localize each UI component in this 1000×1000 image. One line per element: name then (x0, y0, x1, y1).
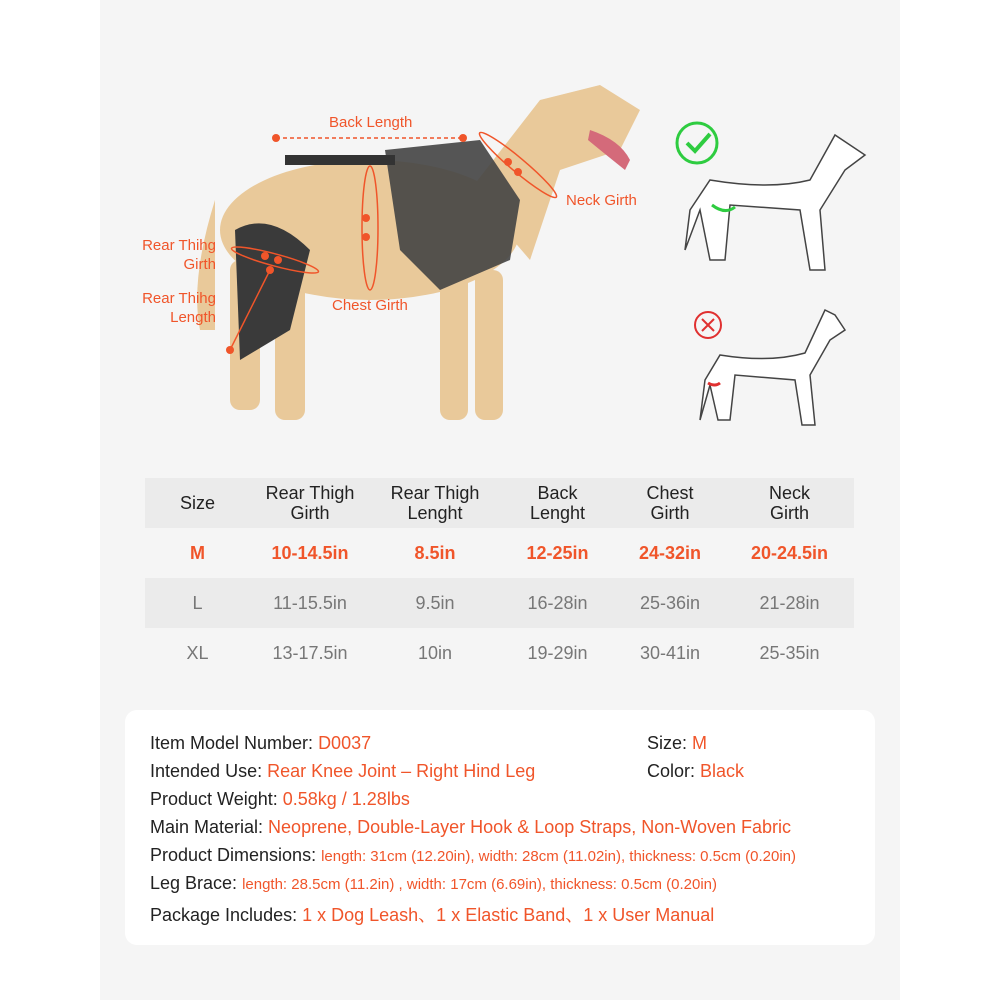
table-header (145, 478, 854, 528)
info-size (647, 733, 707, 754)
table-cell: 16-28in (527, 593, 588, 613)
table-cell: 19-29in (527, 643, 588, 663)
rear-thigh-girth-label (120, 236, 216, 274)
table-cell: 21-28in (759, 593, 820, 613)
table-cell: 9.5in (415, 593, 455, 613)
info-dimensions (150, 845, 796, 866)
info-label: Size: (647, 733, 693, 753)
header-text: Girth (769, 503, 809, 523)
info-value: 0.58kg / 1.28lbs (282, 789, 410, 809)
rear-thigh-length-label (120, 289, 216, 327)
table-row-xl (145, 628, 854, 678)
header-text: Rear Thigh (265, 483, 355, 503)
info-value: 1 x Dog Leash、1 x Elastic Band、1 x User Manual (302, 905, 715, 925)
product-info-card (125, 710, 875, 945)
table-cell: M (190, 543, 205, 563)
header-rear-thigh-length (370, 483, 500, 523)
table-row-m (145, 528, 854, 578)
info-intended-use (150, 761, 535, 782)
chest-girth-label: Chest Girth (332, 297, 408, 314)
table-cell: 10-14.5in (271, 543, 349, 563)
header-text: Girth (650, 503, 690, 523)
header-text: Lenght (407, 503, 463, 523)
info-label: Leg Brace: (150, 873, 243, 893)
info-label: Main Material: (150, 817, 269, 837)
info-value: Black (700, 761, 745, 781)
back-length-label: Back Length (329, 114, 413, 131)
table-cell: 20-24.5in (750, 543, 829, 563)
info-label: Item Model Number: (150, 733, 319, 753)
info-label: Product Weight: (150, 789, 283, 809)
info-label: Package Includes: (150, 905, 303, 925)
size-table (145, 478, 854, 678)
table-cell: 11-15.5in (273, 593, 347, 613)
table-cell: 10in (417, 643, 453, 663)
header-text: Girth (290, 503, 330, 523)
info-leg-brace (150, 873, 717, 894)
table-cell: 8.5in (414, 543, 456, 563)
label-line: Length (170, 309, 216, 326)
info-value: length: 31cm (12.20in), width: 28cm (11.02in), thickness: 0.5cm (0.20in) (321, 848, 797, 865)
table-cell: 13-17.5in (272, 643, 348, 663)
header-text: Chest (646, 483, 694, 503)
table-cell: 12-25in (526, 543, 589, 563)
table-cell: 30-41in (639, 643, 701, 663)
info-value: M (692, 733, 708, 753)
neck-girth-label: Neck Girth (566, 192, 637, 209)
info-model-number (150, 733, 371, 754)
table-cell: 25-36in (639, 593, 701, 613)
info-weight (150, 789, 410, 810)
header-text: Back (537, 483, 578, 503)
header-size (145, 493, 250, 513)
info-label: Color: (647, 761, 701, 781)
info-color (647, 761, 744, 782)
header-chest-girth (615, 483, 725, 523)
wrong-fit-diagram (680, 295, 860, 435)
info-value: length: 28.5cm (11.2in) , width: 17cm (6.69in), thickness: 0.5cm (0.20in) (242, 876, 718, 893)
correct-fit-diagram (670, 110, 880, 285)
table-cell: L (192, 593, 203, 613)
header-text: Rear Thigh (390, 483, 480, 503)
info-label: Intended Use: (150, 761, 268, 781)
table-cell: XL (186, 643, 209, 663)
header-text: Size (179, 493, 215, 513)
check-circle-icon (677, 123, 717, 163)
info-material (150, 817, 791, 838)
info-label: Product Dimensions: (150, 845, 322, 865)
x-circle-icon (695, 312, 721, 338)
header-neck-girth (725, 483, 854, 523)
header-back-length (500, 483, 615, 523)
table-cell: 25-35in (759, 643, 820, 663)
header-text: Neck (768, 483, 810, 503)
label-line: Rear Thihg (142, 290, 216, 307)
info-value: Neoprene, Double-Layer Hook & Loop Straps, Non-Woven Fabric (268, 817, 791, 837)
table-row-l (145, 578, 854, 628)
label-line: Rear Thihg (142, 237, 216, 254)
header-rear-thigh-girth (250, 483, 370, 523)
info-value: D0037 (318, 733, 372, 753)
info-value: Rear Knee Joint – Right Hind Leg (267, 761, 536, 781)
label-line: Girth (183, 256, 216, 273)
header-text: Lenght (529, 503, 586, 523)
table-cell: 24-32in (638, 543, 702, 563)
info-package (150, 901, 714, 927)
